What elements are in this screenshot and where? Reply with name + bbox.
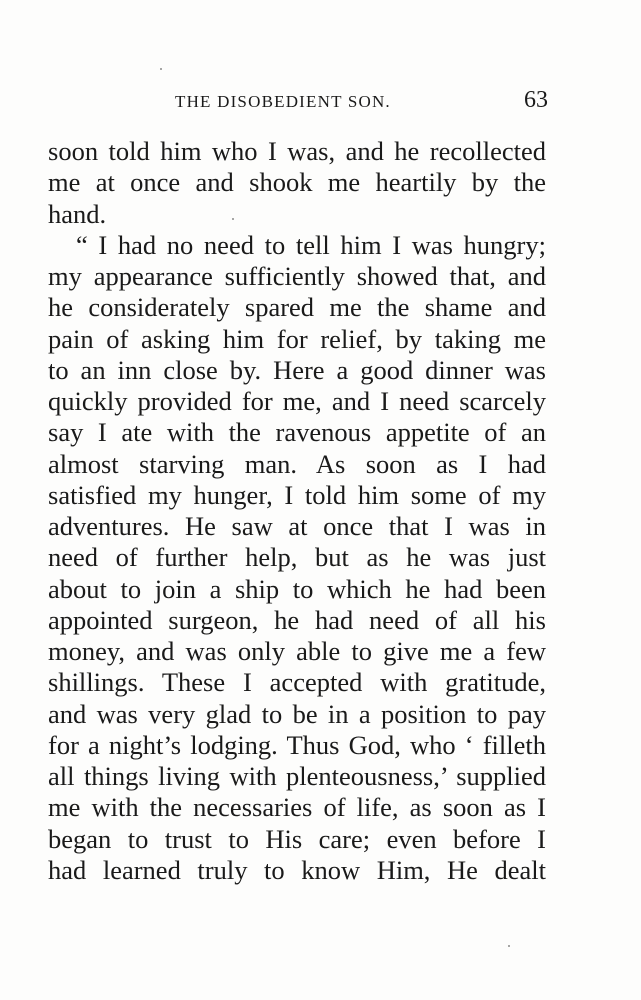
text-line: began to trust to His care; even before I [48, 823, 546, 854]
text-line: satisfied my hunger, I told him some of my [48, 479, 546, 510]
text-line: soon told him who I was, and he recollected [48, 136, 546, 166]
text-line: had learned truly to know Him, He dealt [48, 854, 546, 885]
text-line: hand. [48, 198, 107, 229]
text-line: appointed surgeon, he had need of all his [48, 604, 546, 635]
text-line: me with the necessaries of life, as soon as I [48, 792, 546, 823]
text-line: and was very glad to be in a position to pay [48, 698, 546, 729]
text-line: shillings. These I accepted with gratitude, [48, 667, 546, 698]
running-title: THE DISOBEDIENT SON. [175, 92, 391, 111]
text-line: all things living with plenteousness,’ supplied [48, 761, 546, 791]
text-line: about to join a ship to which he had been [48, 573, 546, 604]
body-text [48, 136, 546, 886]
text-line: need of further help, but as he was just [48, 542, 546, 573]
text-line: adventures. He saw at once that I was in [48, 511, 546, 541]
paper-speck [160, 68, 162, 70]
text-line: “ I had no need to tell him I was hungry; [76, 229, 546, 260]
page-header [48, 88, 548, 118]
text-line: say I ate with the ravenous appetite of an [48, 417, 546, 448]
text-line: he considerately spared me the shame and [48, 292, 546, 323]
text-line: to an inn close by. Here a good dinner was [48, 354, 546, 385]
text-line: my appearance sufficiently showed that, and [48, 261, 546, 291]
text-line: money, and was only able to give me a few [48, 636, 546, 666]
text-line: almost starving man. As soon as I had [48, 448, 546, 479]
text-line: pain of asking him for relief, by taking me [48, 323, 546, 354]
text-line: quickly provided for me, and I need scarcely [48, 386, 546, 416]
text-line: me at once and shook me heartily by the [48, 167, 546, 198]
page-number: 63 [524, 87, 548, 113]
text-line: for a night’s lodging. Thus God, who ‘ filleth [48, 729, 546, 760]
paper-speck [508, 945, 510, 947]
